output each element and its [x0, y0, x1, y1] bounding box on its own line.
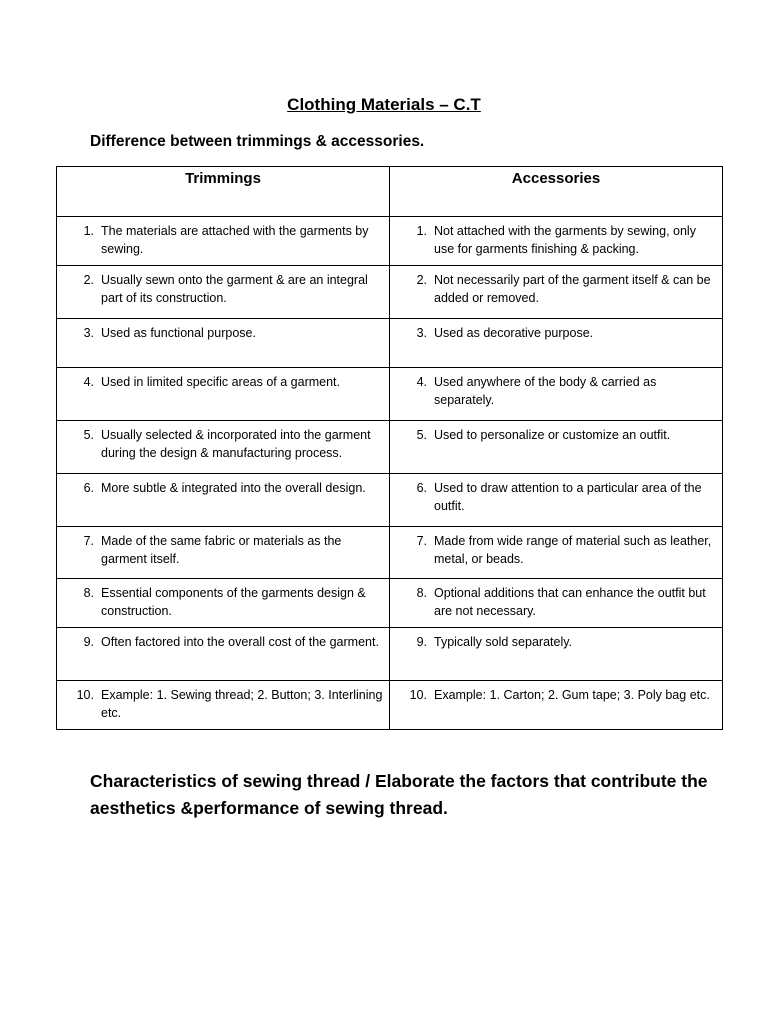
item-number: 5. [416, 428, 427, 442]
table-row [57, 681, 723, 730]
table-row [57, 527, 723, 579]
table-row [57, 319, 723, 368]
cell-trimmings [57, 217, 390, 266]
cell-trimmings [57, 319, 390, 368]
item-number: 4. [83, 375, 94, 389]
item-number: 6. [83, 481, 94, 495]
item-text: Usually selected & incorporated into the garment during the design & manufacturing process. [101, 428, 371, 460]
table-row [57, 628, 723, 681]
header-trimmings: Trimmings [57, 167, 390, 217]
item-number: 5. [83, 428, 94, 442]
cell-accessories [390, 368, 723, 421]
cell-trimmings [57, 421, 390, 474]
item-number: 7. [416, 534, 427, 548]
cell-accessories [390, 681, 723, 730]
cell-accessories [390, 217, 723, 266]
item-text: Example: 1. Sewing thread; 2. Button; 3. Interlining etc. [101, 688, 383, 720]
section-heading: Characteristics of sewing thread / Elaborate the factors that contribute the aesthetics &performance of sewing thread. [90, 771, 708, 818]
cell-accessories [390, 421, 723, 474]
table-row [57, 266, 723, 319]
cell-trimmings [57, 681, 390, 730]
comparison-table [56, 166, 723, 730]
item-text: Example: 1. Carton; 2. Gum tape; 3. Poly bag etc. [434, 688, 710, 702]
table-row [57, 421, 723, 474]
item-text: Used as functional purpose. [101, 326, 256, 340]
item-number: 4. [416, 375, 427, 389]
item-text: Usually sewn onto the garment & are an integral part of its construction. [101, 273, 368, 305]
item-text: The materials are attached with the garments by sewing. [101, 224, 369, 256]
cell-trimmings [57, 368, 390, 421]
item-number: 9. [83, 635, 94, 649]
item-number: 9. [416, 635, 427, 649]
item-text: Essential components of the garments design & construction. [101, 586, 366, 618]
cell-accessories [390, 628, 723, 681]
item-number: 2. [83, 273, 94, 287]
item-number: 1. [416, 224, 427, 238]
cell-trimmings [57, 628, 390, 681]
item-text: Typically sold separately. [434, 635, 573, 649]
cell-trimmings [57, 266, 390, 319]
item-text: Used anywhere of the body & carried as separately. [434, 375, 657, 407]
cell-accessories [390, 319, 723, 368]
table-row [57, 579, 723, 628]
cell-trimmings [57, 579, 390, 628]
item-text: Not necessarily part of the garment itself & can be added or removed. [434, 273, 711, 305]
item-number: 7. [83, 534, 94, 548]
item-number: 2. [416, 273, 427, 287]
item-text: Optional additions that can enhance the outfit but are not necessary. [434, 586, 706, 618]
item-text: Made of the same fabric or materials as the garment itself. [101, 534, 342, 566]
table-header-row [57, 167, 723, 217]
item-number: 3. [416, 326, 427, 340]
item-number: 3. [83, 326, 94, 340]
item-text: Used to draw attention to a particular area of the outfit. [434, 481, 702, 513]
page-title: Clothing Materials – C.T [287, 95, 481, 114]
header-accessories: Accessories [390, 167, 723, 217]
item-number: 10. [76, 688, 94, 702]
table-row [57, 217, 723, 266]
cell-accessories [390, 474, 723, 527]
cell-trimmings [57, 474, 390, 527]
item-number: 6. [416, 481, 427, 495]
item-number: 8. [83, 586, 94, 600]
cell-accessories [390, 266, 723, 319]
item-text: Often factored into the overall cost of the garment. [101, 635, 379, 649]
cell-trimmings [57, 527, 390, 579]
item-text: Not attached with the garments by sewing, only use for garments finishing & packing. [434, 224, 696, 256]
item-number: 1. [83, 224, 94, 238]
item-text: Used in limited specific areas of a garment. [101, 375, 340, 389]
item-number: 8. [416, 586, 427, 600]
table-row [57, 368, 723, 421]
item-number: 10. [409, 688, 427, 702]
subtitle: Difference between trimmings & accessories. [90, 133, 425, 150]
item-text: More subtle & integrated into the overall design. [101, 481, 366, 495]
item-text: Made from wide range of material such as leather, metal, or beads. [434, 534, 712, 566]
cell-accessories [390, 579, 723, 628]
item-text: Used to personalize or customize an outfit. [434, 428, 671, 442]
table-row [57, 474, 723, 527]
item-text: Used as decorative purpose. [434, 326, 594, 340]
cell-accessories [390, 527, 723, 579]
